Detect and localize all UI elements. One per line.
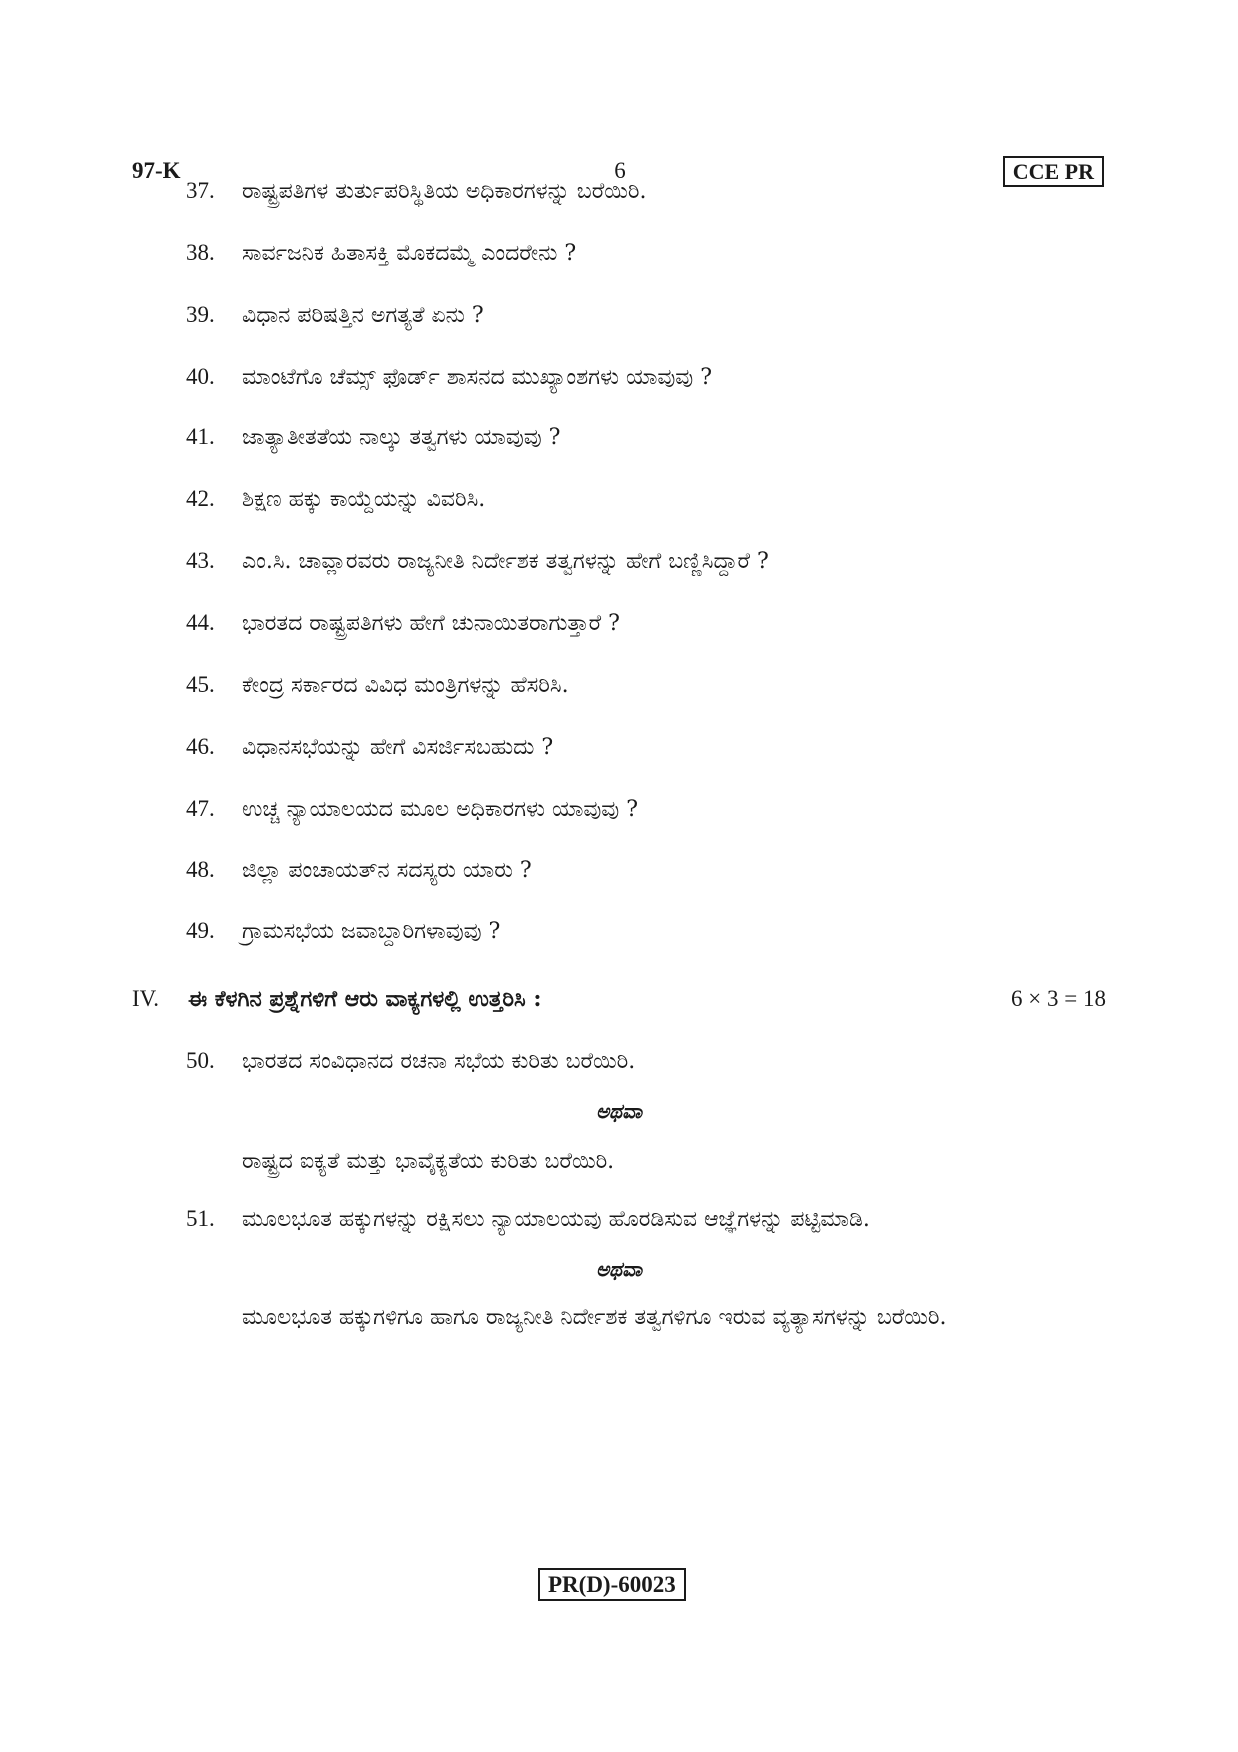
question-number: 44. — [186, 610, 215, 635]
question-number: 42. — [186, 486, 215, 511]
question-text: ಶಿಕ್ಷಣ ಹಕ್ಕು ಕಾಯ್ದೆಯನ್ನು ವಿವರಿಸಿ. — [242, 487, 486, 512]
or-label: ಅಥವಾ — [596, 1257, 642, 1281]
question-text: ಭಾರತದ ರಾಷ್ಟ್ರಪತಿಗಳು ಹೇಗೆ ಚುನಾಯಿತರಾಗುತ್ತಾರೆ ? — [242, 611, 620, 636]
question-42 — [186, 484, 485, 515]
footer-paper-code: PR(D)-60023 — [538, 1568, 686, 1601]
question-text: ಭಾರತದ ಸಂವಿಧಾನದ ರಚನಾ ಸಭೆಯ ಕುರಿತು ಬರೆಯಿರಿ. — [242, 1049, 636, 1074]
question-text: ಸಾರ್ವಜನಿಕ ಹಿತಾಸಕ್ತಿ ಮೊಕದಮ್ಮೆ ಎಂದರೇನು ? — [242, 241, 577, 266]
question-number: 39. — [186, 302, 215, 327]
question-text: ವಿಧಾನಸಭೆಯನ್ನು ಹೇಗೆ ವಿಸರ್ಜಿಸಬಹುದು ? — [242, 735, 554, 760]
or-label: ಅಥವಾ — [596, 1099, 642, 1123]
question-40 — [186, 362, 712, 393]
question-number: 40. — [186, 364, 215, 389]
question-text: ಕೇಂದ್ರ ಸರ್ಕಾರದ ವಿವಿಧ ಮಂತ್ರಿಗಳನ್ನು ಹೆಸರಿಸಿ. — [242, 673, 569, 698]
paper-code-right: CCE PR — [1003, 156, 1104, 187]
question-38 — [186, 238, 576, 269]
question-number: 50. — [186, 1048, 215, 1073]
question-49 — [186, 916, 500, 947]
question-39 — [186, 300, 484, 331]
question-text: ವಿಧಾನ ಪರಿಷತ್ತಿನ ಅಗತ್ಯತೆ ಏನು ? — [242, 303, 484, 328]
question-number: 51. — [186, 1206, 215, 1231]
question-number: 49. — [186, 918, 215, 943]
question-number: 48. — [186, 857, 215, 882]
question-text: ಗ್ರಾಮಸಭೆಯ ಜವಾಬ್ದಾರಿಗಳಾವುವು ? — [242, 919, 501, 944]
question-number: 43. — [186, 548, 215, 573]
question-number: 37. — [186, 178, 215, 203]
page-number: 6 — [614, 158, 626, 183]
question-number: 38. — [186, 240, 215, 265]
section-marks: 6 × 3 = 18 — [1011, 986, 1106, 1011]
question-text: ಜಾತ್ಯಾತೀತತೆಯ ನಾಲ್ಕು ತತ್ವಗಳು ಯಾವುವು ? — [242, 425, 561, 450]
question-number: 47. — [186, 796, 215, 821]
alternative-question-50: ರಾಷ್ಟ್ರದ ಐಕ್ಯತೆ ಮತ್ತು ಭಾವೈಕ್ಯತೆಯ ಕುರಿತು ಬರೆಯಿರಿ. — [242, 1149, 615, 1174]
question-text: ಮೂಲಭೂತ ಹಕ್ಕುಗಳನ್ನು ರಕ್ಷಿಸಲು ನ್ಯಾಯಾಲಯವು ಹೊರಡಿಸುವ ಆಜ್ಞೆಗಳನ್ನು ಪಟ್ಟಿಮಾಡಿ. — [242, 1207, 870, 1232]
question-text: ಉಚ್ಚ ನ್ಯಾಯಾಲಯದ ಮೂಲ ಅಧಿಕಾರಗಳು ಯಾವುವು ? — [242, 797, 638, 822]
question-47 — [186, 794, 638, 825]
question-number: 45. — [186, 672, 215, 697]
section-title: ಈ ಕೆಳಗಿನ ಪ್ರಶ್ನೆಗಳಿಗೆ ಆರು ವಾಕ್ಯಗಳಲ್ಲಿ ಉತ್ತರಿಸಿ : — [188, 986, 542, 1012]
question-46 — [186, 732, 553, 763]
question-text: ಜಿಲ್ಲಾ ಪಂಚಾಯತ್‌ನ ಸದಸ್ಯರು ಯಾರು ? — [242, 858, 532, 883]
question-number: 46. — [186, 734, 215, 759]
question-37 — [186, 176, 646, 207]
section-iv-heading — [132, 984, 1106, 1015]
question-number: 41. — [186, 424, 215, 449]
question-41 — [186, 422, 560, 453]
question-48 — [186, 855, 532, 886]
alternative-question-51: ಮೂಲಭೂತ ಹಕ್ಕುಗಳಿಗೂ ಹಾಗೂ ರಾಜ್ಯನೀತಿ ನಿರ್ದೇಶಕ ತತ್ವಗಳಿಗೂ ಇರುವ ವ್ಯತ್ಯಾಸಗಳನ್ನು ಬರೆಯಿರಿ. — [242, 1305, 947, 1330]
question-text: ಮಾಂಟೆಗೊ ಚೆಮ್ಸ್ ಫೊರ್ಡ್ ಶಾಸನದ ಮುಖ್ಯಾಂಶಗಳು ಯಾವುವು ? — [242, 365, 712, 390]
question-51 — [186, 1204, 870, 1235]
question-43 — [186, 546, 769, 577]
question-45 — [186, 670, 569, 701]
section-number: IV. — [132, 986, 160, 1011]
paper-code-left: 97-K — [132, 158, 181, 183]
question-44 — [186, 608, 620, 639]
question-text: ರಾಷ್ಟ್ರಪತಿಗಳ ತುರ್ತುಪರಿಸ್ಥಿತಿಯ ಅಧಿಕಾರಗಳನ್ನು ಬರೆಯಿರಿ. — [242, 179, 647, 204]
question-50 — [186, 1046, 635, 1077]
question-text: ಎಂ.ಸಿ. ಚಾವ್ಲಾರವರು ರಾಜ್ಯನೀತಿ ನಿರ್ದೇಶಕ ತತ್ವಗಳನ್ನು ಹೇಗೆ ಬಣ್ಣಿಸಿದ್ದಾರೆ ? — [242, 549, 769, 574]
